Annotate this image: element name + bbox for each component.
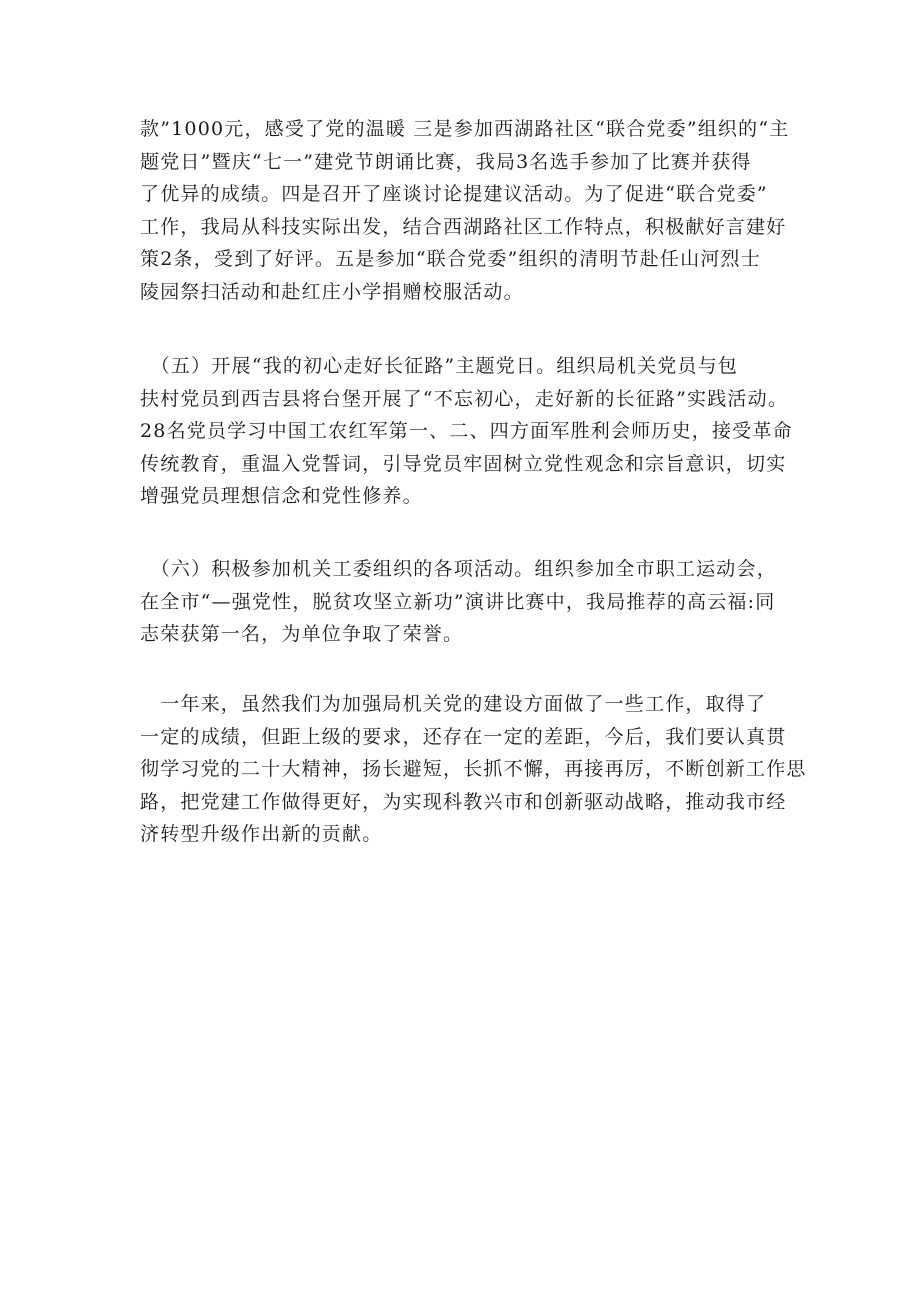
text-line: 一年来，虽然我们为加强局机关党的建设方面做了一些工作，取得了 — [140, 693, 767, 715]
text-line: 工作，我局从科技实际出发，结合西湖路社区工作特点，积极献好言建好 — [140, 215, 787, 238]
paragraph-conclusion — [140, 688, 807, 851]
text-line: 传统教育，重温入党誓词，引导党员牢固树立党性观念和宗旨意识，切实 — [140, 452, 787, 475]
paragraph-section-six — [140, 553, 790, 651]
text-line: 28名党员学习中国工农红军第一、二、四方面军胜利会师历史，接受革命 — [140, 420, 793, 442]
text-line: 题党日”暨庆“七一”建党节朗诵比赛，我局3名选手参加了比赛并获得 — [140, 150, 752, 173]
text-line: 志荣获第一名，为单位争取了荣誉。 — [140, 623, 464, 645]
paragraph-party-activities — [140, 113, 790, 308]
text-line: 陵园祭扫活动和赴红庄小学捐赠校服活动。 — [140, 280, 524, 303]
paragraph-section-five — [140, 350, 793, 513]
text-line: 在全市“—强党性，脱贫攻坚立新功”演讲比赛中，我局推荐的高云福:同 — [140, 590, 776, 613]
text-line: 路，把党建工作做得更好，为实现科教兴市和创新驱动战略，推动我市经 — [140, 790, 787, 813]
text-line: 增强党员理想信念和党性修养。 — [140, 485, 423, 507]
text-line: （六）积极参加机关工委组织的各项活动。组织参加全市职工运动会， — [140, 558, 777, 580]
text-line: 策2条，受到了好评。五是参加“联合党委”组织的清明节赴任山河烈士 — [140, 248, 761, 270]
text-line: 济转型升级作出新的贡献。 — [140, 823, 383, 845]
text-line: 一定的成绩，但距上级的要求，还存在一定的差距，今后，我们要认真贯 — [140, 725, 787, 748]
text-line: 款”1000元，感受了党的温暖 三是参加西湖路社区“联合党委”组织的“主 — [140, 118, 790, 140]
text-line: 扶村党员到西吉县将台堡开展了“不忘初心，走好新的长征路”实践活动。 — [140, 387, 789, 410]
text-line: （五）开展“我的初心走好长征路”主题党日。组织局机关党员与包 — [140, 355, 739, 377]
text-line: 彻学习党的二十大精神，扬长避短，长抓不懈，再接再厉，不断创新工作思 — [140, 758, 807, 780]
text-line: 了优异的成绩。四是召开了座谈讨论提建议活动。为了促进“联合党委” — [140, 183, 768, 205]
